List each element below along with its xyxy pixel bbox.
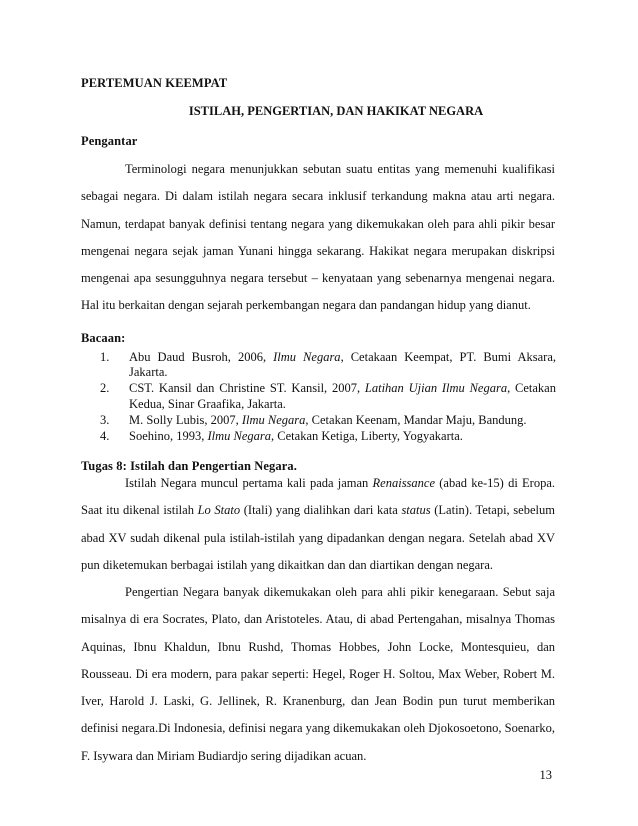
reading-item: 1. Abu Daud Busroh, 2006, Ilmu Negara, Cetakaan Keempat, PT. Bumi Aksara, Jakarta. (100, 350, 557, 380)
readings-heading: Bacaan: (81, 331, 126, 345)
book-title: Ilmu Negara, (207, 429, 275, 444)
term-status: status (401, 503, 431, 518)
task-paragraph-1: Istilah Negara muncul pertama kali pada jaman Renaissance (abad ke-15) di Eropa. Saat itu dikenal istilah Lo Stato (Itali) yang dialihkan dari kata status (Latin). Tetapi, sebelum abad XV sudah dikenal pula istilah-istilah yang dipadankan dengan negara. Setelah abad XV pun diketemukan berbagai istilah yang dikaitkan dan dan diartikan dengan negara. (81, 476, 555, 572)
book-title: Ilmu Negara (241, 412, 306, 427)
reading-number: 4. (100, 429, 110, 444)
reading-number: 2. (100, 381, 110, 396)
page-number: 13 (539, 768, 552, 782)
reading-item: 3. M. Solly Lubis, 2007, Ilmu Negara, Cetakan Keenam, Mandar Maju, Bandung. (100, 412, 527, 427)
page-title: ISTILAH, PENGERTIAN, DAN HAKIKAT NEGARA (188, 104, 484, 118)
section-label: PERTEMUAN KEEMPAT (81, 76, 228, 90)
intro-heading: Pengantar (81, 134, 138, 148)
reading-item: 2. CST. Kansil dan Christine ST. Kansil, 2007, Latihan Ujian Ilmu Negara, Cetakan Kedua, Sinar Graafika, Jakarta. (100, 381, 556, 411)
reading-item: 4. Soehino, 1993, Ilmu Negara, Cetakan Ketiga, Liberty, Yogyakarta. (100, 429, 463, 444)
task-heading: Tugas 8: Istilah dan Pengertian Negara. (81, 459, 297, 473)
reading-number: 3. (100, 412, 110, 427)
book-title: Ilmu Negara (273, 350, 341, 364)
reading-number: 1. (100, 350, 110, 364)
term-renaissance: Renaissance (372, 476, 436, 490)
intro-text: Terminologi negara menunjukkan sebutan suatu entitas yang memenuhi kualifikasi sebagai negara. Di dalam istilah negara secara inklusif terkandung makna atau arti negara. Namun, terdapat banyak definisi tentang negara yang dikemukakan oleh para ahli pikir besar mengenai negara sejak jaman Yunani hingga sekarang. Hakikat negara merupakan diskripsi mengenai apa sesungguhnya negara tersebut – kenyataan yang sebenarnya mengenai negara. Hal itu berkaitan dengan sejarah perkembangan negara dan pandangan hidup yang dianut. (81, 162, 555, 313)
task-paragraph-2: Pengertian Negara banyak dikemukakan oleh para ahli pikir kenegaraan. Sebut saja misalnya di era Socrates, Plato, dan Aristoteles. Atau, di abad Pertengahan, misalnya Thomas Aquinas, Ibnu Khaldun, Ibnu Rushd, Thomas Hobbes, John Locke, Montesquieu, dan Rousseau. Di era modern, para pakar seperti: Hegel, Roger H. Soltou, Max Weber, Robert M. Iver, Harold J. Laski, G. Jellinek, R. Kranenburg, dan Jean Bodin pun turut memberikan definisi negara.Di Indonesia, definisi negara yang dikemukakan oleh Djokosoetono, Soenarko, F. Isywara dan Miriam Budiardjo sering dijadikan acuan. (81, 585, 555, 763)
intro-paragraph (81, 156, 555, 320)
term-lo-stato: Lo Stato (197, 503, 241, 518)
book-title: Latihan Ujian Ilmu Negara (364, 381, 508, 396)
readings-list (100, 350, 556, 445)
